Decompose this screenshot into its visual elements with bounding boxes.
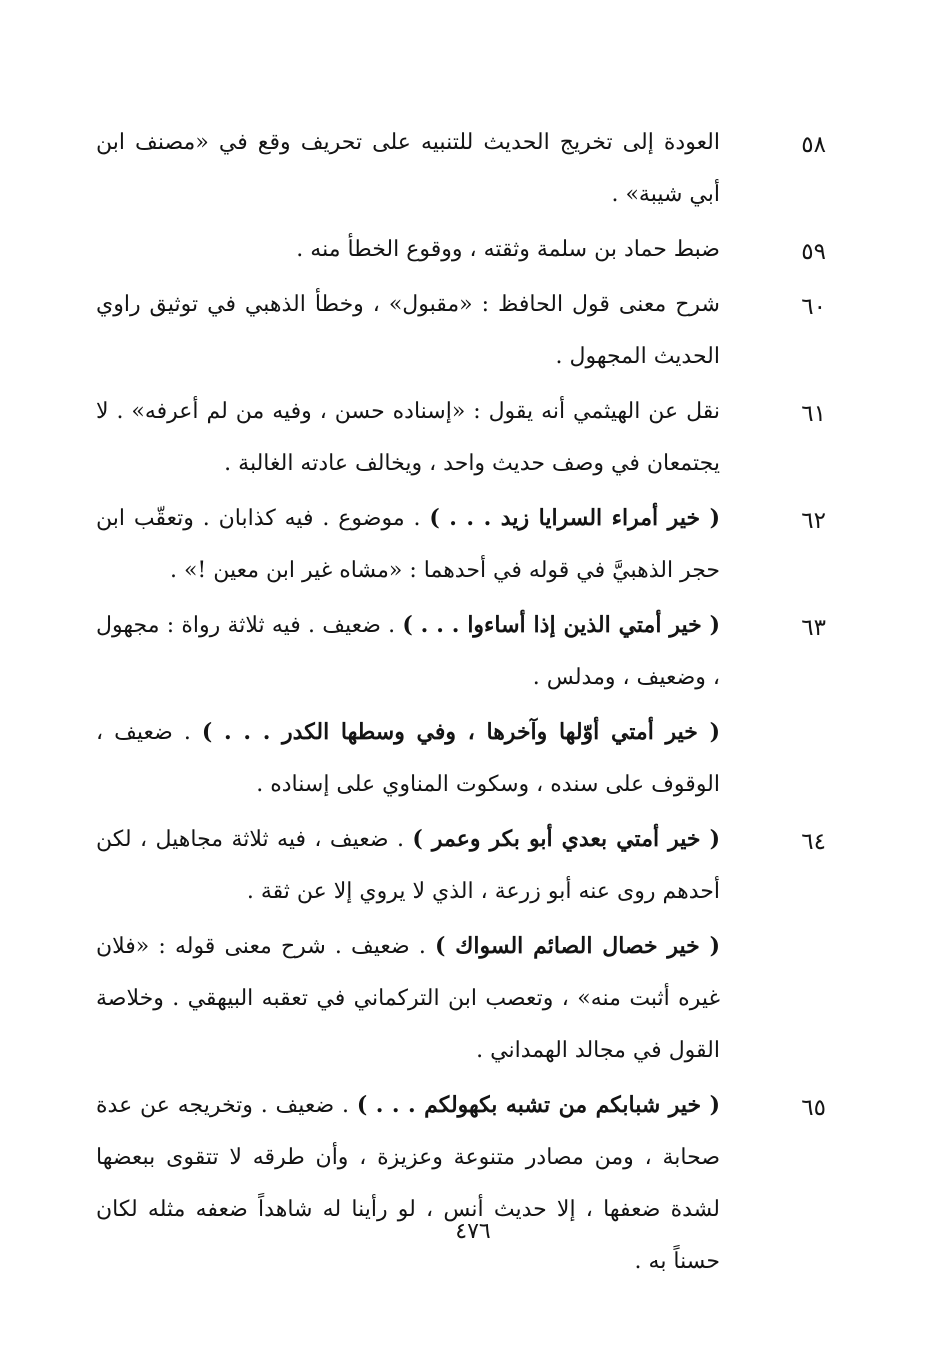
entry-description: . ضعيف . شرح معنى قوله : «فلان غيره أثبت منه» ، وتعصب ابن التركماني في تعقبه البيهقي . وخلاصة القول في مجالد الهمداني . xyxy=(96,934,720,1063)
entry-text xyxy=(96,223,720,276)
entry-description: العودة إلى تخريج الحديث للتنبيه على تحريف وقع في «مصنف ابن أبي شيبة» . xyxy=(96,130,720,207)
index-entries xyxy=(96,116,826,1290)
index-entry xyxy=(96,813,826,918)
entry-number: ٥٨ xyxy=(801,132,826,158)
entry-text xyxy=(96,599,720,704)
entry-number: ٦٥ xyxy=(801,1095,826,1121)
hadith-title: ( خير شبابكم من تشبه بكهولكم . . . ) xyxy=(356,1092,721,1118)
entry-text xyxy=(96,116,720,221)
index-entry xyxy=(96,223,826,276)
entry-number: ٦٢ xyxy=(801,508,826,534)
entry-text xyxy=(96,278,720,383)
entry-description: . موضوع . فيه كذابان . وتعقّب ابن حجر الذهبيَّ في قوله في أحدهما : «مشاه غير ابن معين !» . xyxy=(96,506,720,583)
entry-text xyxy=(96,920,720,1077)
hadith-title: ( خير أمتي أوّلها وآخرها ، وفي وسطها الكدر . . . ) xyxy=(201,719,720,745)
entry-text xyxy=(96,813,720,918)
entry-description: . ضعيف ، الوقوف على سنده ، وسكوت المناوي على إسناده . xyxy=(96,720,720,797)
entry-number: ٦٣ xyxy=(801,615,826,641)
index-entry xyxy=(96,599,826,704)
entry-description: نقل عن الهيثمي أنه يقول : «إسناده حسن ، وفيه من لم أعرفه» . لا يجتمعان في وصف حديث واحد ، ويخالف عادته الغالبة . xyxy=(96,399,720,476)
index-entry xyxy=(96,1079,826,1288)
hadith-title: ( خير خصال الصائم السواك ) xyxy=(435,933,720,959)
hadith-title: ( خير أمراء السرايا زيد . . . ) xyxy=(429,505,720,531)
entry-text xyxy=(96,492,720,597)
entry-description: شرح معنى قول الحافظ : «مقبول» ، وخطأ الذهبي في توثيق راوي الحديث المجهول . xyxy=(96,292,720,369)
index-entry xyxy=(96,116,826,221)
entry-number: ٥٩ xyxy=(801,239,826,265)
entry-number: ٦٠ xyxy=(801,294,826,320)
hadith-title: ( خير أمتي الذين إذا أساءوا . . . ) xyxy=(402,612,721,638)
entry-text xyxy=(96,706,720,811)
entry-number: ٦١ xyxy=(801,401,826,427)
index-entry xyxy=(96,706,826,811)
index-entry xyxy=(96,492,826,597)
entry-description: ضبط حماد بن سلمة وثقته ، ووقوع الخطأ منه . xyxy=(296,237,720,262)
entry-number: ٦٤ xyxy=(801,829,826,855)
entry-description: . ضعيف ، فيه ثلاثة مجاهيل ، لكن أحدهم روى عنه أبو زرعة ، الذي لا يروي إلا عن ثقة . xyxy=(96,827,720,904)
index-entry xyxy=(96,278,826,383)
entry-description: . ضعيف . فيه ثلاثة رواة : مجهول ، وضعيف ، ومدلس . xyxy=(96,613,720,690)
hadith-title: ( خير أمتي بعدي أبو بكر وعمر ) xyxy=(412,826,720,852)
index-entry xyxy=(96,920,826,1077)
entry-text xyxy=(96,385,720,490)
page-number: ٤٧٦ xyxy=(455,1219,491,1244)
entry-description: . ضعيف . وتخريجه عن عدة صحابة ، ومن مصادر متنوعة وعزيزة ، وأن طرقه لا تتقوى ببعضها لشدة ضعفها ، إلا حديث أنس ، لو رأينا له شاهداً ضعفه مثله لكان حسناً به . xyxy=(96,1093,721,1274)
index-entry xyxy=(96,385,826,490)
entry-text xyxy=(96,1079,720,1288)
